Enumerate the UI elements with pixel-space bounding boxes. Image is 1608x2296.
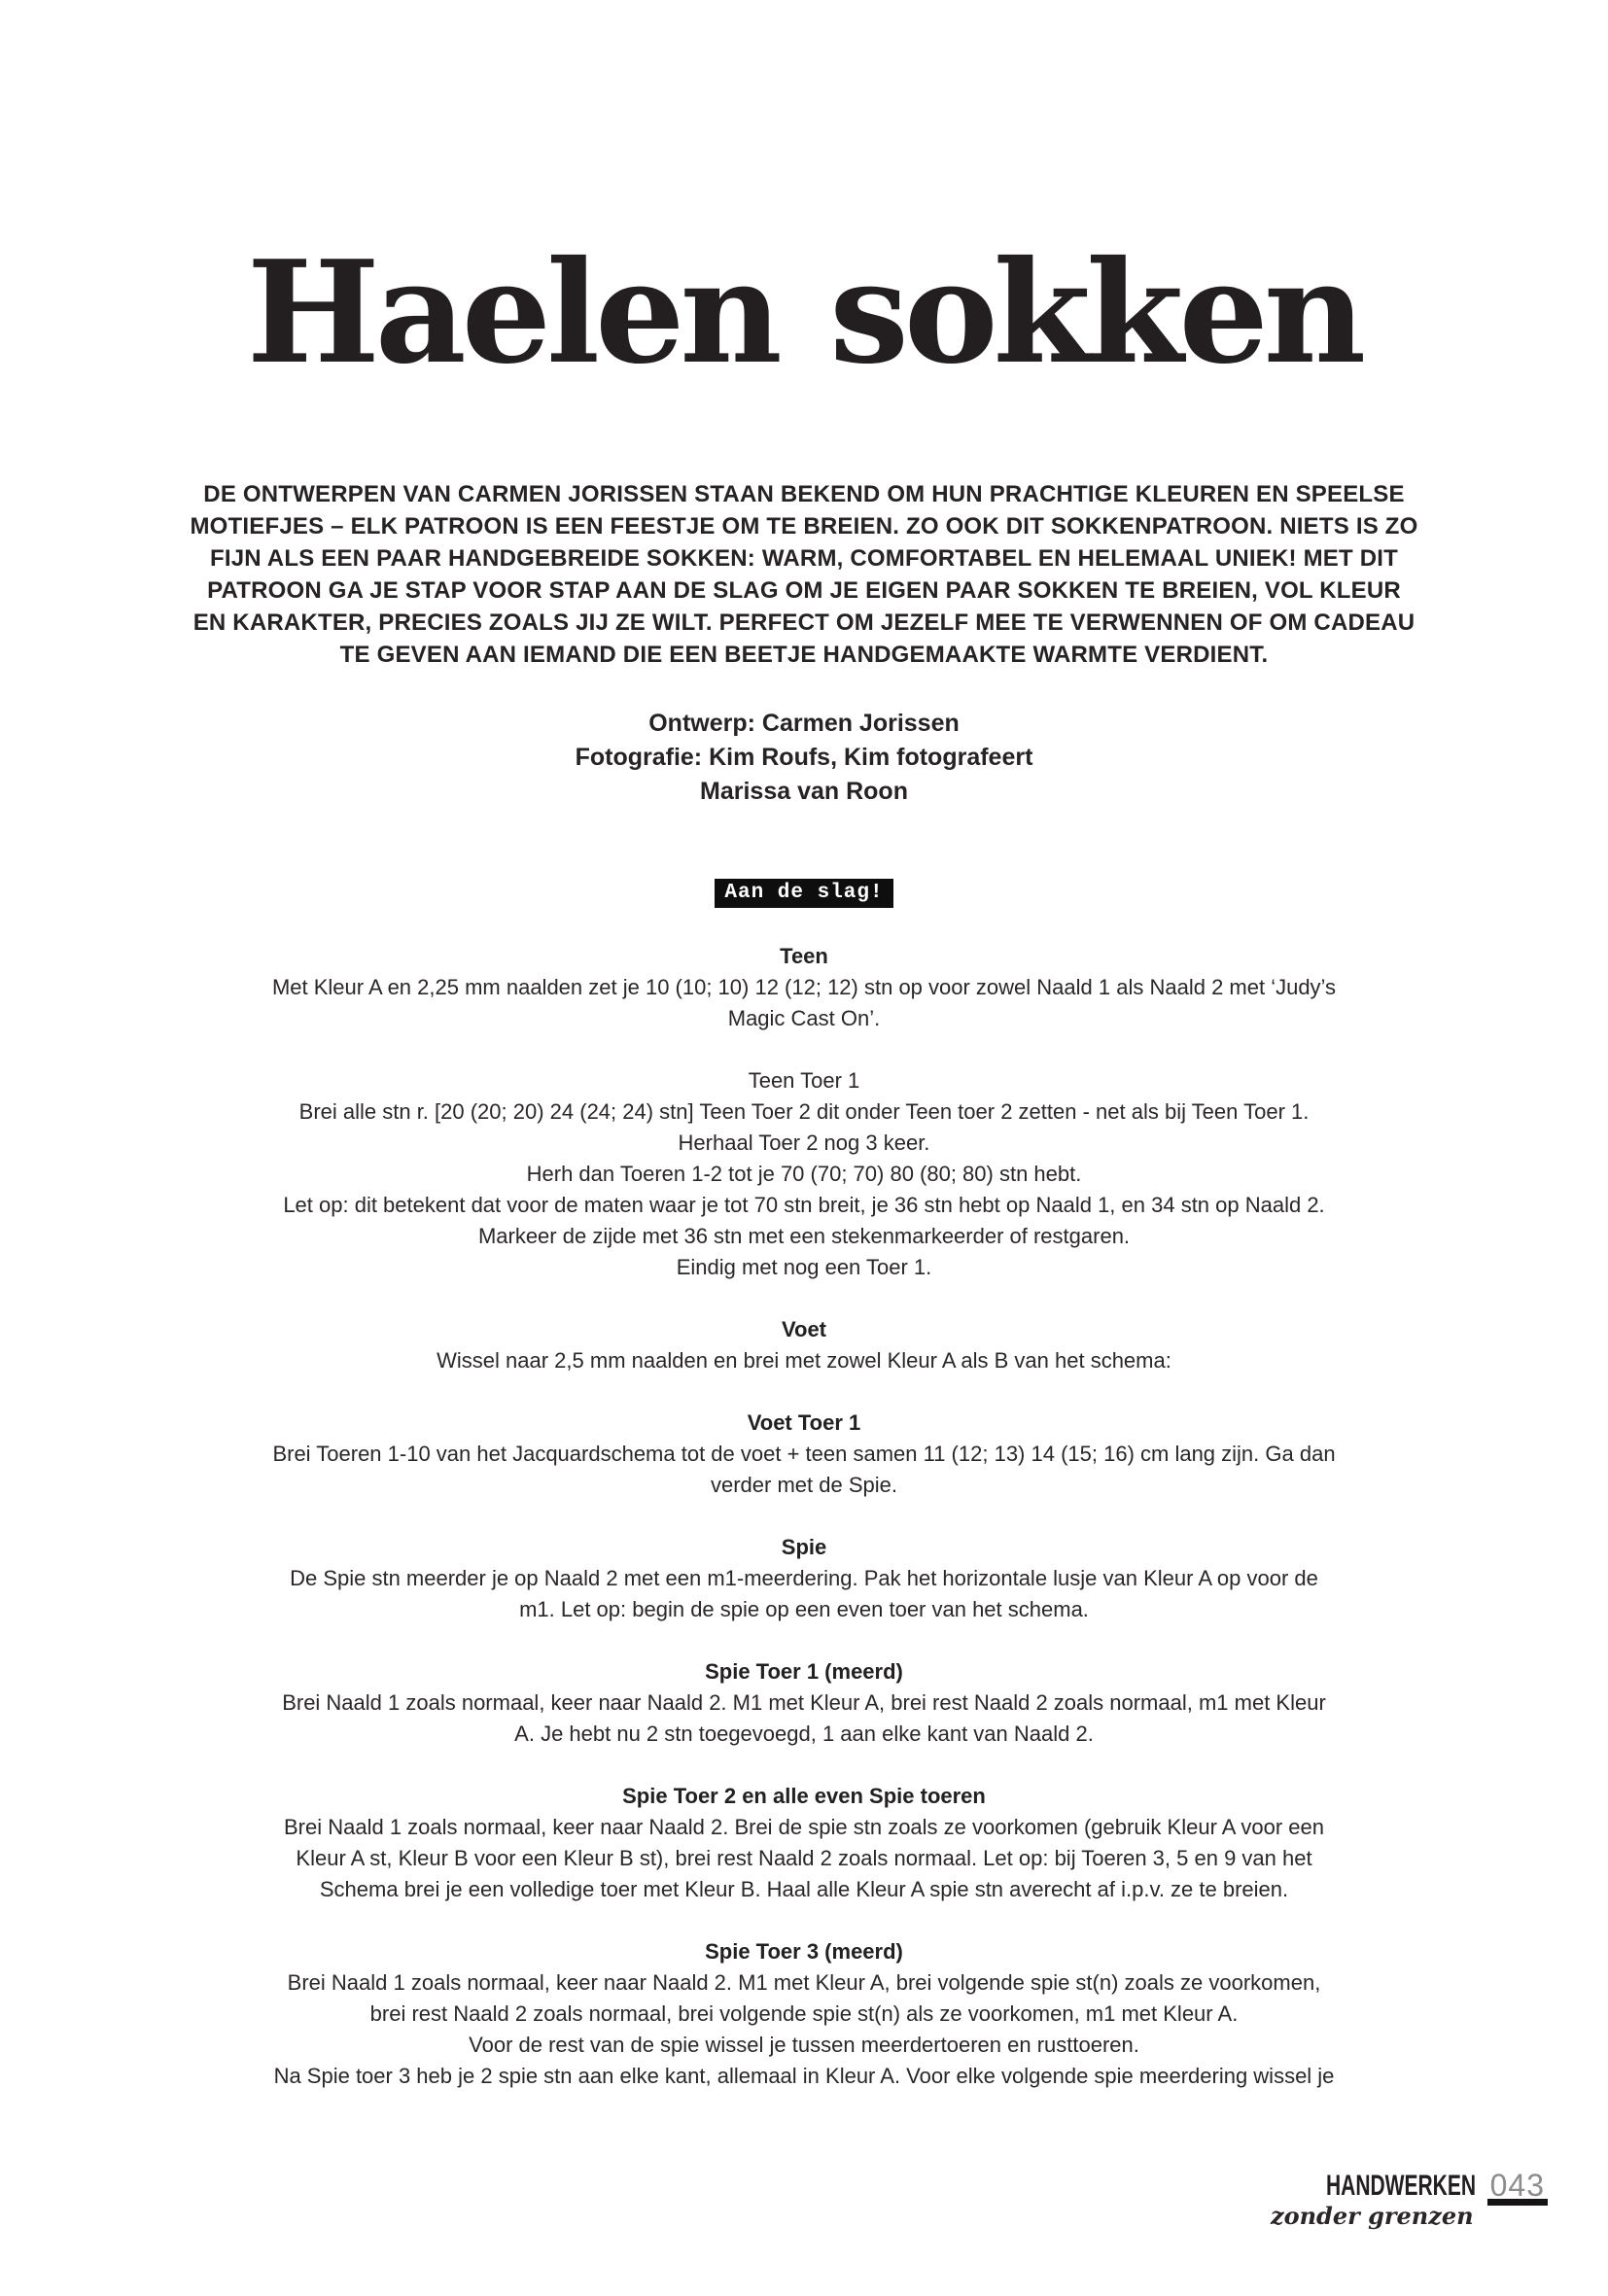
section-line: Brei Toeren 1-10 van het Jacquardschema tot de voet + teen samen 11 (12; 13) 14 (15; 16) cm lang zijn. Ga dan: [272, 1442, 1336, 1466]
intro-line: PATROON GA JE STAP VOOR STAP AAN DE SLAG OM JE EIGEN PAAR SOKKEN TE BREIEN, VOL KLEUR: [207, 577, 1401, 604]
section-line: Herhaal Toer 2 nog 3 keer.: [678, 1131, 930, 1155]
section-line: Let op: dit betekent dat voor de maten waar je tot 70 stn breit, je 36 stn hebt op Naald 1, en 34 stn op Naald 2.: [283, 1193, 1325, 1217]
badge-row: [0, 879, 1608, 908]
intro-line: FIJN ALS EEN PAAR HANDGEBREIDE SOKKEN: WARM, COMFORTABEL EN HELEMAAL UNIEK! MET DIT: [210, 545, 1398, 572]
page-title: Haelen sokken: [246, 230, 1362, 396]
section-header: Voet: [781, 1317, 827, 1341]
intro-line: EN KARAKTER, PRECIES ZOALS JIJ ZE WILT. PERFECT OM JEZELF MEE TE VERWENNEN OF OM CADEAU: [192, 609, 1416, 636]
section-line: Brei Naald 1 zoals normaal, keer naar Naald 2. M1 met Kleur A, brei rest Naald 2 zoals normaal, m1 met Kleur: [282, 1690, 1326, 1715]
section-header: Spie Toer 1 (meerd): [705, 1659, 903, 1684]
magazine-brand: HANDWERKEN: [1325, 2170, 1476, 2202]
section-line: Brei Naald 1 zoals normaal, keer naar Naald 2. Brei de spie stn zoals ze voorkomen (gebruik Kleur A voor een: [283, 1815, 1324, 1839]
section-header: Teen Toer 1: [748, 1068, 860, 1093]
intro-line: MOTIEFJES – ELK PATROON IS EEN FEESTJE OM TE BREIEN. ZO OOK DIT SOKKENPATROON. NIETS IS ZO: [190, 513, 1418, 539]
credit-line: Fotografie: Kim Roufs, Kim fotografeert: [575, 744, 1033, 771]
section-line: Magic Cast On’.: [727, 1006, 881, 1030]
section-badge: Aan de slag!: [715, 879, 892, 908]
section-line: m1. Let op: begin de spie op een even toer van het schema.: [519, 1597, 1089, 1621]
section-line: Voor de rest van de spie wissel je tussen meerdertoeren en rusttoeren.: [469, 2033, 1139, 2057]
section-line: Met Kleur A en 2,25 mm naalden zet je 10 (10; 10) 12 (12; 12) stn op voor zowel Naald 1 als Naald 2 met ‘Judy’s: [271, 975, 1337, 999]
magazine-tagline: zonder grenzen: [1270, 2202, 1474, 2230]
section-line: Schema brei je een volledige toer met Kleur B. Haal alle Kleur A spie stn averecht af i.p.v. ze te breien.: [319, 1877, 1289, 1901]
section-header: Spie: [781, 1535, 827, 1559]
pattern-section: [0, 1408, 1608, 1501]
pattern-section: [0, 1314, 1608, 1376]
section-line: Na Spie toer 3 heb je 2 spie stn aan elke kant, allemaal in Kleur A. Voor elke volgende spie meerdering wissel je: [273, 2064, 1335, 2088]
section-header: Teen: [780, 944, 828, 968]
page-number: 043: [1487, 2172, 1548, 2206]
credits: [0, 707, 1608, 809]
section-line: Kleur A st, Kleur B voor een Kleur B st), brei rest Naald 2 zoals normaal. Let op: bij Toeren 3, 5 en 9 van het: [296, 1846, 1312, 1870]
pattern-section: [0, 1656, 1608, 1750]
pattern-section: [0, 1936, 1608, 2092]
pattern-sections: [0, 941, 1608, 2092]
section-line: brei rest Naald 2 zoals normaal, brei volgende spie st(n) als ze voorkomen, m1 met Kleur A.: [369, 2001, 1239, 2026]
section-line: Wissel naar 2,5 mm naalden en brei met zowel Kleur A als B van het schema:: [437, 1348, 1171, 1373]
section-line: verder met de Spie.: [711, 1473, 897, 1497]
section-line: Brei alle stn r. [20 (20; 20) 24 (24; 24) stn] Teen Toer 2 dit onder Teen toer 2 zetten - net als bij Teen Toer 1.: [298, 1099, 1310, 1124]
pattern-section: [0, 1532, 1608, 1625]
intro-line: DE ONTWERPEN VAN CARMEN JORISSEN STAAN BEKEND OM HUN PRACHTIGE KLEUREN EN SPEELSE: [203, 481, 1405, 507]
section-header: Spie Toer 3 (meerd): [705, 1939, 903, 1964]
magazine-footer: [1262, 2168, 1548, 2230]
magazine-logo: [1262, 2172, 1476, 2228]
section-line: Markeer de zijde met 36 stn met een stekenmarkeerder of restgaren.: [477, 1224, 1131, 1248]
section-line: De Spie stn meerder je op Naald 2 met een m1-meerdering. Pak het horizontale lusje van Kleur A op voor de: [290, 1566, 1318, 1590]
section-header: Voet Toer 1: [747, 1410, 861, 1435]
pattern-section: [0, 941, 1608, 1034]
pattern-section: [0, 1781, 1608, 1905]
section-line: A. Je hebt nu 2 stn toegevoegd, 1 aan elke kant van Naald 2.: [514, 1722, 1094, 1746]
section-line: Herh dan Toeren 1-2 tot je 70 (70; 70) 80 (80; 80) stn hebt.: [526, 1162, 1082, 1186]
section-header: Spie Toer 2 en alle even Spie toeren: [622, 1784, 986, 1808]
credit-line: Ontwerp: Carmen Jorissen: [648, 710, 960, 737]
intro-line: TE GEVEN AAN IEMAND DIE EEN BEETJE HANDGEMAAKTE WARMTE VERDIENT.: [339, 642, 1269, 668]
credit-line: Marissa van Roon: [700, 778, 908, 805]
section-line: Brei Naald 1 zoals normaal, keer naar Naald 2. M1 met Kleur A, brei volgende spie st(n) zoals ze voorkomen,: [287, 1970, 1321, 1995]
section-line: Eindig met nog een Toer 1.: [676, 1255, 932, 1279]
intro-paragraph: [0, 478, 1608, 671]
pattern-section: [0, 1065, 1608, 1283]
